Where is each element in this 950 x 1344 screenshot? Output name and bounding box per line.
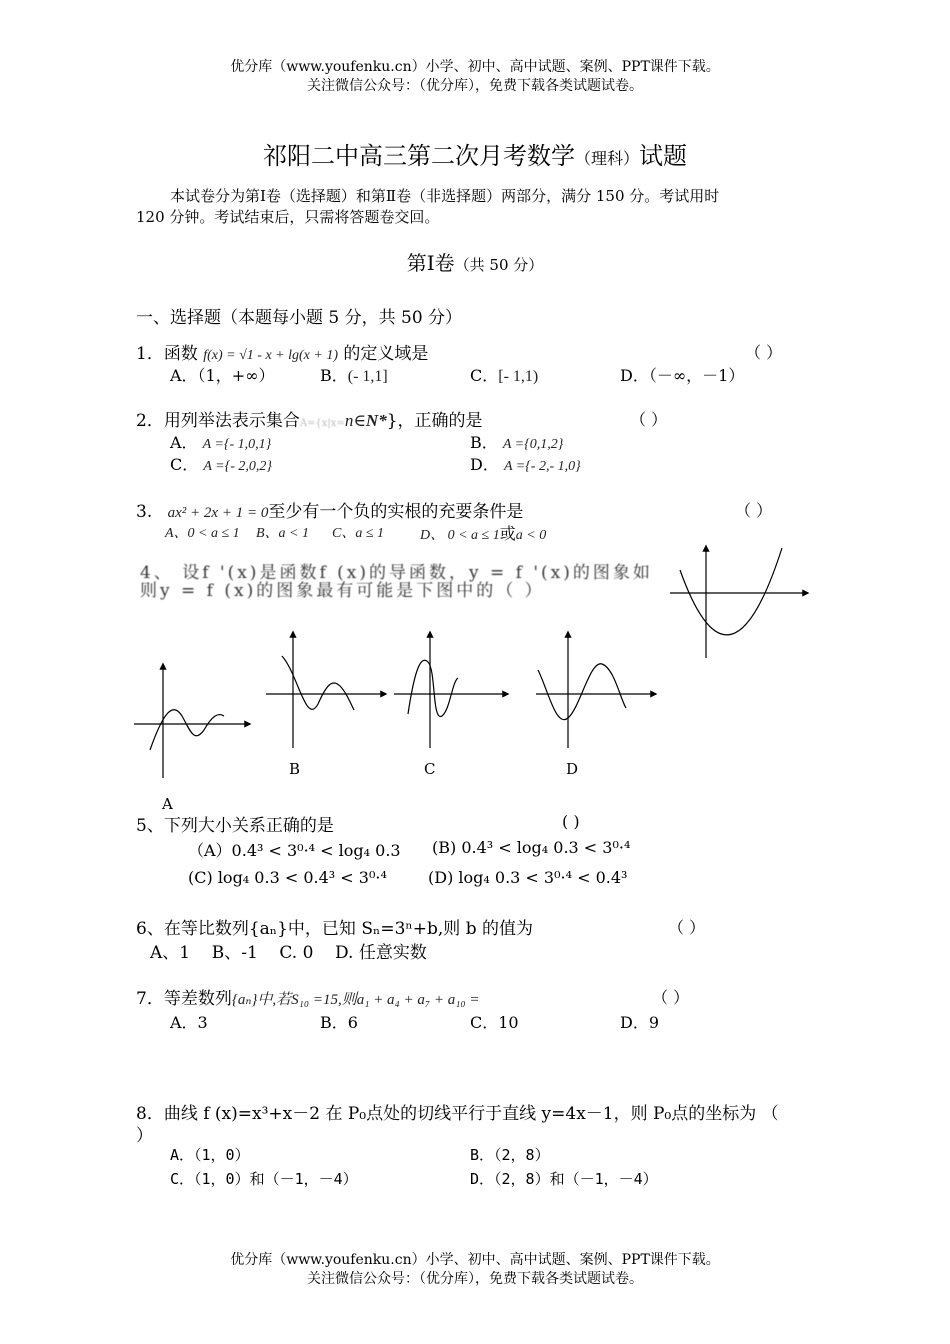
q8-option-a: A．（1，0） bbox=[170, 1146, 250, 1164]
q7-option-b: B．6 bbox=[320, 1013, 358, 1032]
part1-title: 第Ⅰ卷（共 50 分） bbox=[406, 251, 544, 275]
q4-graph-d bbox=[532, 630, 660, 750]
q5-option-a: （A）0.4³ < 3⁰·⁴ < log₄ 0.3 bbox=[188, 841, 401, 860]
q1-option-c: C．[- 1,1) bbox=[470, 366, 539, 385]
footer-line-1: 优分库（www.youfenku.cn）小学、初中、高中试题、案例、PPT课件下载。 bbox=[230, 1252, 720, 1268]
q4-stem-line-2: 则y = f (x)的图象最有可能是下图中的（ ） bbox=[140, 581, 545, 601]
q6-options: A、1 B、-1 C. 0 D. 任意实数 bbox=[150, 943, 427, 963]
q5-option-b: (B) 0.4³ < log₄ 0.3 < 3⁰·⁴ bbox=[432, 838, 631, 857]
q2-option-d: D． A ={- 2,- 1,0} bbox=[470, 455, 581, 474]
q4-graph-a bbox=[132, 660, 254, 780]
q2-option-a: A． A ={- 1,0,1} bbox=[170, 433, 272, 452]
q7-option-a: A．3 bbox=[170, 1013, 208, 1032]
q2-option-b: B． A ={0,1,2} bbox=[470, 433, 564, 452]
q7-stem: 7．等差数列{aₙ}中,若S₁₀ =15,则a₁ + a₄ + a₇ + a₁₀ = bbox=[136, 989, 480, 1009]
intro-line-1: 本试卷分为第Ⅰ卷（选择题）和第Ⅱ卷（非选择题）两部分，满分 150 分。考试用时 bbox=[170, 187, 720, 205]
header-line-2: 关注微信公众号：（优分库），免费下载各类试题试卷。 bbox=[307, 78, 643, 94]
q5-option-c: (C) log₄ 0.3 < 0.4³ < 3⁰·⁴ bbox=[188, 868, 387, 887]
q8-option-c: C．（1，0）和（－1，－4） bbox=[170, 1170, 358, 1188]
q1-option-d: D．（－∞，－1） bbox=[620, 366, 745, 385]
q3-option-b: B、a < 1 bbox=[256, 526, 309, 541]
q1-option-b: B．(- 1,1] bbox=[320, 366, 388, 385]
q3-option-d: D、 0 < a ≤ 1或a < 0 bbox=[420, 524, 547, 543]
q8-stem-line-2: ） bbox=[136, 1126, 153, 1146]
q7-option-d: D．9 bbox=[620, 1013, 660, 1032]
q5-stem: 5、下列大小关系正确的是 bbox=[136, 816, 334, 836]
q1-answer-paren[interactable]: （ ） bbox=[745, 343, 783, 362]
q7-option-c: C．10 bbox=[470, 1013, 519, 1032]
q6-stem: 6、在等比数列{aₙ}中，已知 Sₙ=3ⁿ+b,则 b 的值为 bbox=[136, 919, 533, 939]
q7-answer-paren[interactable]: （ ） bbox=[652, 988, 690, 1007]
q8-option-d: D．（2，8）和（－1，－4） bbox=[470, 1170, 658, 1188]
q2-option-c: C． A ={- 2,0,2} bbox=[170, 455, 272, 474]
q8-option-b: B．（2，8） bbox=[470, 1146, 550, 1164]
q4-label-d: D bbox=[566, 760, 579, 778]
q4-label-b: B bbox=[289, 760, 301, 778]
q3-option-a: A、0 < a ≤ 1 bbox=[165, 526, 240, 541]
q4-stem-line-1: 4、 设f '(x)是函数f (x)的导函数，y = f '(x)的图象如 bbox=[140, 563, 653, 583]
q4-label-c: C bbox=[424, 760, 436, 778]
q1-option-a: A．（1，+∞） bbox=[170, 366, 275, 385]
q6-answer-paren[interactable]: （ ） bbox=[668, 918, 706, 937]
q2-answer-paren[interactable]: （ ） bbox=[630, 410, 668, 429]
intro-line-2: 120 分钟。考试结束后，只需将答题卷交回。 bbox=[136, 208, 440, 226]
section-heading: 一、选择题（本题每小题 5 分，共 50 分） bbox=[136, 308, 463, 328]
q4-derivative-graph bbox=[660, 540, 820, 660]
q5-answer-paren[interactable]: ( ) bbox=[562, 812, 580, 831]
q4-graph-b bbox=[262, 630, 390, 750]
q4-label-a: A bbox=[162, 795, 173, 813]
q4-graph-c bbox=[392, 630, 512, 750]
header-line-1: 优分库（www.youfenku.cn）小学、初中、高中试题、案例、PPT课件下载。 bbox=[230, 59, 720, 75]
q3-answer-paren[interactable]: （ ） bbox=[735, 501, 773, 520]
footer-line-2: 关注微信公众号：（优分库），免费下载各类试题试卷。 bbox=[307, 1271, 643, 1287]
q2-stem: 2．用列举法表示集合A={x|x=n∈N*}，正确的是 bbox=[136, 411, 483, 431]
exam-title: 祁阳二中高三第二次月考数学（理科）试题 bbox=[262, 142, 687, 170]
q3-stem: 3. ax² + 2x + 1 = 0至少有一个负的实根的充要条件是 bbox=[136, 502, 524, 522]
q8-stem-line-1: 8．曲线 f (x)=x³+x－2 在 P₀点处的切线平行于直线 y=4x－1，则 P₀点的坐标为 （ bbox=[136, 1104, 779, 1124]
q3-option-c: C、a ≤ 1 bbox=[332, 526, 385, 541]
q5-option-d: (D) log₄ 0.3 < 3⁰·⁴ < 0.4³ bbox=[428, 868, 628, 887]
q1-stem: 1．函数 f(x) = √1 - x + lg(x + 1) 的定义域是 bbox=[136, 344, 429, 364]
